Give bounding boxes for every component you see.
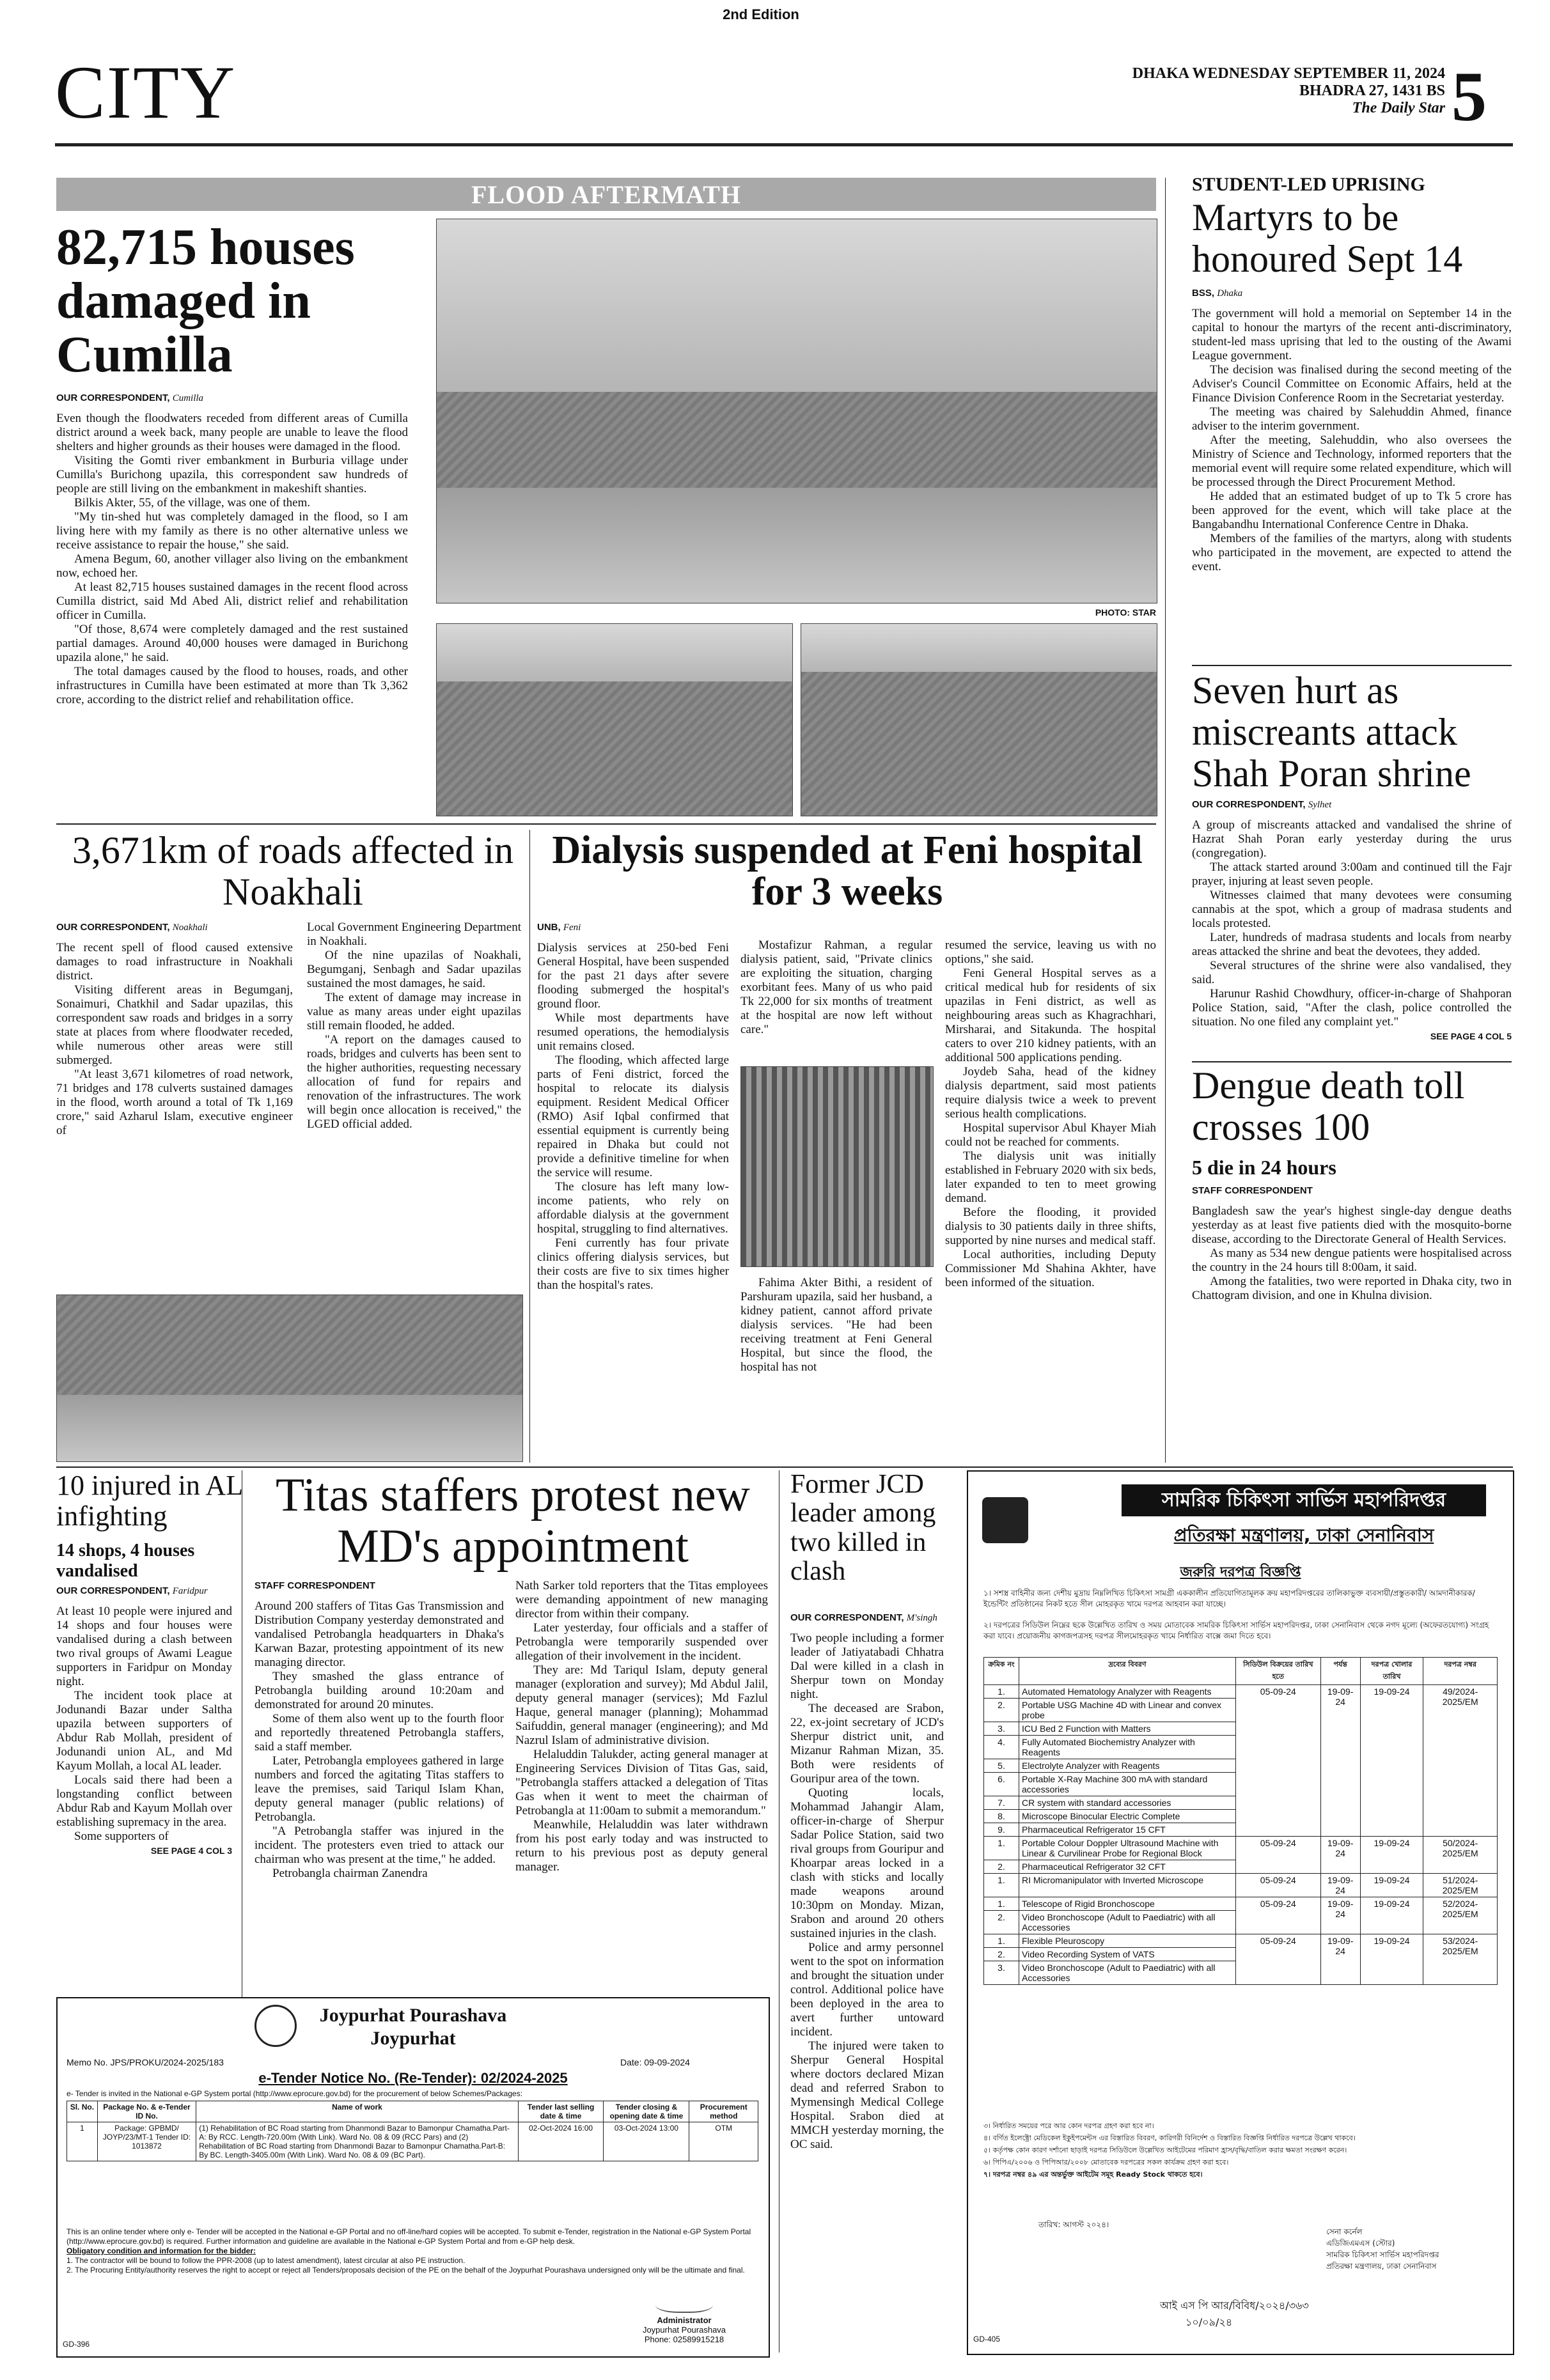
ad2-n4: ৪। বর্ণিত ইলেক্ট্রো মেডিকেল ইকুইপমেন্টস এর বিস্তারিত বিবরণ, কারিগরী বিনির্দেশ ও বিস্তারিত বিজ্ঞপ্তি নির্ধারিত দরপত্রে উল্লেখ থাকবে। bbox=[983, 2134, 1356, 2142]
story6-headline: Former JCD leader among two killed in clash bbox=[790, 1470, 936, 1587]
ad2-table-row bbox=[984, 1837, 1498, 1860]
ad2-tender-no: 49/2024-2025/EM bbox=[1423, 1685, 1498, 1837]
paper-name: The Daily Star bbox=[1352, 100, 1445, 116]
ad2-item-number: 1. bbox=[984, 1897, 1019, 1911]
ad2-tender-no: 51/2024-2025/EM bbox=[1423, 1874, 1498, 1897]
story2-headline: 3,671km of roads affected in Noakhali bbox=[72, 829, 514, 913]
ad2-item-name: Electrolyte Analyzer with Reagents bbox=[1019, 1759, 1236, 1773]
story3-col3 bbox=[945, 938, 1156, 1290]
story2-paragraph: "At least 3,671 kilometres of road network, 71 bridges and 178 culverts sustained damages in the flood, worth around a total of Tk 1,169 crore," said Azharul Islam, executive engineer of bbox=[56, 1068, 293, 1137]
ad1-subtitle: Joypurhat bbox=[370, 2028, 456, 2049]
ad2-open-date: 19-09-24 bbox=[1360, 1685, 1423, 1837]
ad2-code: GD-405 bbox=[973, 2335, 1001, 2344]
ad2-ref-date: ১০/০৯/২৪ bbox=[1186, 2316, 1233, 2328]
ad2-item-number: 4. bbox=[984, 1736, 1019, 1759]
ad2-item-number: 5. bbox=[984, 1759, 1019, 1773]
ad2-table-row bbox=[984, 1685, 1498, 1699]
ad2-n5: ৫। কর্তৃপক্ষ কোন কারণ দর্শানো ছাড়াই দরপত্র সিডিউলে উল্লেখিত আইটেমের পরিমাণ হ্রাস/বৃদ্ধি/বাতিল করার ক্ষমতা সংরক্ষণ করেন। bbox=[983, 2146, 1347, 2154]
side2-paragraph: Witnesses claimed that many devotees were consuming cannabis at the spot, which a group of madrasa students and locals protested. bbox=[1192, 889, 1512, 930]
story5-paragraph: Some of them also went up to the fourth floor and reportedly threatened Petrobangla staffers, said a staff member. bbox=[254, 1712, 504, 1754]
story1-paragraph: Visiting the Gomti river embankment in Burburia village under Cumilla's Burichong upazila, this correspondent saw hundreds of people are still living on the embankment in makeshift shanties. bbox=[56, 454, 408, 495]
ad2-tender-no: 52/2024-2025/EM bbox=[1423, 1897, 1498, 1934]
story6-paragraph: The deceased are Srabon, 22, ex-joint secretary of JCD's Sherpur district unit, and Mizanur Rahman Mizan, 35. Both were residents of Gouripur area of the town. bbox=[790, 1702, 944, 1785]
story6-paragraph: The injured were taken to Sherpur General Hospital where doctors declared Mizan dead and referred Srabon to Mymensingh Medical College Hospital. Srabon died at MMCH yesterday morning, the OC said. bbox=[790, 2039, 944, 2151]
story4-byline: OUR CORRESPONDENT, Faridpur bbox=[56, 1585, 208, 1596]
dateline bbox=[1087, 65, 1445, 117]
story3-paragraph: Mostafizur Rahman, a regular dialysis patient, said, "Private clinics are exploiting the situation, charging exorbitant fees. Many of us who paid Tk 22,000 for six months of treatment at the hospital are now left without care." bbox=[740, 938, 932, 1036]
ad1-foot1: This is an online tender where only e- Tender will be accepted in the National e-GP Portal and no off-line/hard copies will be accepted. To submit e-Tender, registration in the National e-GP System Portal (http://www.eprocure.gov.bd) is required. Further information and guideline are available in the National e-GP System Portal and from e-GP help desk. bbox=[67, 2227, 751, 2246]
ad2-n3: ৩। নির্ধারিত সময়ের পরে আর কোন দরপত্র গ্রহণ করা হবে না। bbox=[983, 2122, 1154, 2130]
joypurhat-tender-ad bbox=[56, 1997, 770, 2358]
ad2-item-name: RI Micromanipulator with Inverted Microscope bbox=[1019, 1874, 1236, 1897]
ad2-item-name: Telescope of Rigid Bronchoscope bbox=[1019, 1897, 1236, 1911]
ad1-header-cell: Tender closing & opening date & time bbox=[604, 2101, 689, 2122]
ad2-title: সামরিক চিকিৎসা সার্ভিস মহাপরিদপ্তর bbox=[1161, 1488, 1446, 1511]
story2-paragraph: "A report on the damages caused to roads, bridges and culverts has been sent to the higher authorities, requesting necessary allocation of fund for repairs and renovation of the infrastructures. The work will begin once allocation is received," the LGED official added. bbox=[307, 1033, 521, 1131]
ad2-item-number: 2. bbox=[984, 1699, 1019, 1722]
ad1-table bbox=[67, 2101, 758, 2161]
ad2-notice: জরুরি দরপত্র বিজ্ঞপ্তি bbox=[1180, 1564, 1301, 1580]
story1-body bbox=[56, 389, 408, 707]
ad1-intro: e- Tender is invited in the National e-GP System portal (http://www.eprocure.gov.bd) for the procurement of below Schemes/Packages: bbox=[67, 2089, 523, 2098]
story2-paragraph: The extent of damage may increase in value as many areas under eight upazilas still remain flooded, he added. bbox=[307, 991, 521, 1032]
ad2-p2: ২। দরপত্রের সিডিউল নিম্নের ছকে উল্লেখিত তারিখ ও সময় মোতাবেক সামরিক চিকিৎসা সার্ভিস মহাপরিদপ্তর, ঢাকা সেনানিবাস থেকে নগদ মূল্যে (অফেরতযোগ্য) সংগ্রহ করা যাবে। প্রয়োজনীয় কাগজপত্রসহ দরপত্র সীলমোহরকৃত খামে নির্ধারিত বাক্সে জমা দিতে হবে। bbox=[983, 1621, 1489, 1640]
story5-col2 bbox=[515, 1579, 768, 1874]
ad1-signer2: Joypurhat Pourashava bbox=[642, 2325, 726, 2335]
side1-body bbox=[1192, 284, 1512, 574]
ad2-item-number: 8. bbox=[984, 1810, 1019, 1823]
story6-paragraph: Quoting locals, Mohammad Jahangir Alam, officer-in-charge of Sherpur Sadar Police Station, said two rival groups from Gouripur and Khoarpar areas locked in a clash with sticks and locally made weapons around 10:30pm on Monday. Mizan, Srabon and around 20 others sustained injuries in the clash. bbox=[790, 1786, 944, 1940]
ad2-open-date: 19-09-24 bbox=[1360, 1874, 1423, 1897]
side3-paragraph: Bangladesh saw the year's highest single-day dengue deaths yesterday as at least five patients died with the mosquito-borne disease, according to the Directorate General of Health Services. bbox=[1192, 1204, 1512, 1246]
story6-body bbox=[790, 1611, 944, 2152]
ad2-item-name: Automated Hematology Analyzer with Reagents bbox=[1019, 1685, 1236, 1699]
ad2-item-name: Flexible Pleuroscopy bbox=[1019, 1934, 1236, 1948]
side1-paragraph: Members of the families of the martyrs, along with students who participated in the movement, are expected to attend the event. bbox=[1192, 532, 1512, 573]
ad2-sale-to: 19-09-24 bbox=[1320, 1837, 1360, 1874]
story1-headline: 82,715 houses damaged in Cumilla bbox=[56, 219, 355, 383]
side3-paragraph: As many as 534 new dengue patients were hospitalised across the country in the 24 hours till 8:00am, it said. bbox=[1192, 1247, 1512, 1274]
story5-paragraph: "A Petrobangla staffer was injured in the incident. The protesters even tried to attack our chairman who was present at the time," he added. bbox=[254, 1824, 504, 1866]
hospital-gate-photo bbox=[740, 1066, 934, 1267]
ad1-signature bbox=[607, 2294, 761, 2344]
ad2-item-number: 3. bbox=[984, 1722, 1019, 1736]
ad1-phone: Phone: 02589915218 bbox=[644, 2335, 724, 2344]
story1-paragraph: At least 82,715 houses sustained damages in the recent flood across Cumilla district, said Md Abed Ali, district relief and rehabilitation officer in Cumilla. bbox=[56, 580, 408, 622]
story5-headline: Titas staffers protest new MD's appointment bbox=[276, 1469, 750, 1573]
ad2-signer2: এডিজিএমএস (স্টোর) bbox=[1326, 2239, 1395, 2248]
story3-paragraph: Feni currently has four private clinics offering dialysis services, but their costs are five to six times higher than the hospital's rates. bbox=[537, 1236, 729, 1292]
ad2-title-box bbox=[1122, 1484, 1486, 1516]
ad1-cell: 1 bbox=[67, 2122, 98, 2161]
story2-paragraph: Visiting different areas in Begumganj, Sonaimuri, Chatkhil and Sadar upazilas, this correspondent saw roads and bridges in a sorry state at places from where floodwater receded, while numerous other areas were still submerged. bbox=[56, 983, 293, 1067]
story3-paragraph: The closure has left many low-income patients, who rely on affordable dialysis at the government hospital, struggling to find alternatives. bbox=[537, 1180, 729, 1236]
ad2-signer3: সামরিক চিকিৎসা সার্ভিস মহাপরিদপ্তর bbox=[1326, 2250, 1439, 2259]
rule-mid-1 bbox=[56, 823, 1156, 825]
ad2-signer: সেনা কর্নেল bbox=[1326, 2227, 1363, 2236]
ad1-foot2: Obligatory condition and information for the bidder: bbox=[67, 2246, 256, 2255]
ad1-cell: (1) Rehabilitation of BC Road starting from Dhanmondi Bazar to Bamonpur Chamatha.Part-A: By RCC. Length-720.00m (With Link). Ward No. 08 & 09 (RCC Pars) and (2) Rehabilitation of BC Road starting from Dhanmondi Bazar to Bamonpur Chamatha.Part-B: By BC. Length-3405.00m (With Link). Ward No. 08 & 09 (BC Part). bbox=[196, 2122, 519, 2161]
ad2-item-name: Video Recording System of VATS bbox=[1019, 1948, 1236, 1961]
side2-paragraph: Harunur Rashid Chowdhury, officer-in-charge of Shahporan Police Station, said, "After the clash, police controlled the situation. No one filed any complaint yet." bbox=[1192, 987, 1512, 1029]
story4-paragraph: The incident took place at Jodunandi Bazar under Saltha upazila between supporters of Abdur Rab Mollah, president of Jodunandi union AL, and Md Kayum Mollah, a local AL leader. bbox=[56, 1689, 232, 1773]
ad2-tender-no: 53/2024-2025/EM bbox=[1423, 1934, 1498, 1985]
ad1-footnotes bbox=[67, 2227, 758, 2275]
story1-paragraph: The total damages caused by the flood to houses, roads, and other infrastructures in Cumilla have been estimated at more than Tk 3,362 crore, according to the district relief and rehabilitation office. bbox=[56, 665, 408, 706]
story3-paragraph: The flooding, which affected large parts of Feni district, forced the hospital to relocate its dialysis equipment. Resident Medical Officer (RMO) Asif Iqbal confirmed that essential equipment is currently being repaired in Dhaka but could not provide a definitive timeline for when the service will resume. bbox=[537, 1054, 729, 1179]
story5-paragraph: Petrobangla chairman Zanendra bbox=[272, 1867, 428, 1880]
story5-paragraph: Nath Sarker told reporters that the Titas employees were demanding appointment of new managing director from within their company. bbox=[515, 1579, 768, 1621]
ad1-header-cell: Name of work bbox=[196, 2101, 519, 2122]
signature-scribble bbox=[655, 2294, 713, 2313]
rule-side-2 bbox=[1192, 1061, 1512, 1062]
story3-paragraph: Feni General Hospital serves as a critical medical hub for residents of six upazilas in Feni district, as well as neighbouring areas such as Khagrachhari, Mirsharai, and Sitakunda. The hospital caters to over 210 kidney patients, with an additional 500 applications pending. bbox=[945, 967, 1156, 1064]
story3-col2b bbox=[740, 1276, 932, 1374]
damaged-house-photo bbox=[436, 623, 793, 816]
ad2-sale-from: 05-09-24 bbox=[1236, 1897, 1321, 1934]
side2-see-page: SEE PAGE 4 COL 5 bbox=[1430, 1031, 1512, 1041]
ad2-header-cell: দ্রব্যের বিবরণ bbox=[1019, 1658, 1236, 1685]
ad2-open-date: 19-09-24 bbox=[1360, 1897, 1423, 1934]
story1-paragraph: "Of those, 8,674 were completely damaged and the rest sustained partial damages. Around 40,000 houses were damaged in Burichong upazila alone," he said. bbox=[56, 623, 408, 664]
ad2-open-date: 19-09-24 bbox=[1360, 1934, 1423, 1985]
ad2-item-number: 3. bbox=[984, 1961, 1019, 1985]
ad1-foot3: 1. The contractor will be bound to follow the PPR-2008 (up to latest amendment), latest circular at also PE instruction. bbox=[67, 2256, 466, 2265]
story4-paragraph: At least 10 people were injured and 14 shops and four houses were vandalised during a clash between two rival groups of Awami League supporters in Faridpur on Monday night. bbox=[56, 1605, 232, 1688]
ad2-item-number: 9. bbox=[984, 1823, 1019, 1837]
ad2-item-number: 1. bbox=[984, 1934, 1019, 1948]
story4-body bbox=[56, 1584, 232, 1858]
ad2-sale-from: 05-09-24 bbox=[1236, 1934, 1321, 1985]
story4-see-page: SEE PAGE 4 COL 3 bbox=[150, 1846, 232, 1856]
ad2-item-number: 7. bbox=[984, 1796, 1019, 1810]
story6-paragraph: Two people including a former leader of Jatiyatabadi Chhatra Dal were killed in a clash in Sherpur town on Monday night. bbox=[790, 1631, 944, 1701]
col-divider-1 bbox=[529, 830, 530, 1463]
story6-paragraph: Police and army personnel went to the spot on information and brought the situation under control. Additional police have been deployed in the area to avert further untoward incident. bbox=[790, 1941, 944, 2039]
side2-paragraph: A group of miscreants attacked and vandalised the shrine of Hazrat Shah Poran early yesterday during the urus (congregation). bbox=[1192, 818, 1512, 860]
ad1-title: Joypurhat Pourashava bbox=[319, 2005, 507, 2026]
side3-body bbox=[1192, 1181, 1512, 1303]
ad2-p1: ১। সশস্ত্র বাহিনীর জন্য দেশীয় মুদ্রায় নিম্নলিখিত চিকিৎসা সামগ্রী এককালীন প্রতিযোগিতামূলক ক্রয় মহাপরিদপ্তরের তালিকাভুক্ত ব্যবসায়ী/প্রস্তুতকারী/ আমদানীকারক/ইন্ডেন্টিং প্রতিষ্ঠানের নিকট হতে সীল মোহরকৃত খামে দরপত্র আহবান করা যাচ্ছে। bbox=[983, 1589, 1475, 1608]
ad2-header-cell: দরপত্র খোলার তারিখ bbox=[1360, 1658, 1423, 1685]
ad2-item-number: 1. bbox=[984, 1874, 1019, 1897]
ad2-item-number: 2. bbox=[984, 1911, 1019, 1934]
story1-paragraph: Bilkis Akter, 55, of the village, was one of them. bbox=[74, 496, 311, 509]
ad2-item-name: Microscope Binocular Electric Complete bbox=[1019, 1810, 1236, 1823]
ad2-sale-to: 19-09-24 bbox=[1320, 1685, 1360, 1837]
ad2-table-row bbox=[984, 1897, 1498, 1911]
edition-label: 2nd Edition bbox=[723, 6, 799, 22]
ad2-date: তারিখ: আগস্ট ২০২৪। bbox=[1038, 2220, 1109, 2229]
bangla-date-text: BHADRA 27, 1431 BS bbox=[1299, 82, 1445, 99]
rule-side-1 bbox=[1192, 665, 1512, 666]
ad1-cell: Package: GPBMD/ JOYP/23/MT-1 Tender ID: 1013872 bbox=[97, 2122, 196, 2161]
ad2-notes bbox=[983, 2120, 1498, 2181]
ad1-date: Date: 09-09-2024 bbox=[620, 2057, 690, 2067]
story5-paragraph: Around 200 staffers of Titas Gas Transmission and Distribution Company yesterday demonstrated and vandalised Petrobangla headquarters in Dhaka's Karwan Bazar, protesting appointment of its new managing director. bbox=[254, 1599, 504, 1669]
story4-subhead: 14 shops, 4 houses vandalised bbox=[56, 1541, 195, 1581]
photo-credit: PHOTO: STAR bbox=[1095, 607, 1156, 618]
story5-col1 bbox=[254, 1579, 504, 1881]
side1-byline: BSS, Dhaka bbox=[1192, 288, 1243, 299]
ad1-cell: OTM bbox=[689, 2122, 758, 2161]
ad2-header-cell: পর্যন্ত bbox=[1320, 1658, 1360, 1685]
story2-byline: OUR CORRESPONDENT, Noakhali bbox=[56, 922, 208, 933]
side2-headline: Seven hurt as miscreants attack Shah Poran shrine bbox=[1192, 669, 1471, 795]
ad1-notice: e-Tender Notice No. (Re-Tender): 02/2024-2025 bbox=[258, 2070, 568, 2086]
section-title: CITY bbox=[55, 51, 237, 134]
ad2-sale-to: 19-09-24 bbox=[1320, 1934, 1360, 1985]
ad2-open-date: 19-09-24 bbox=[1360, 1837, 1423, 1874]
ad2-item-name: CR system with standard accessories bbox=[1019, 1796, 1236, 1810]
story2-col1 bbox=[56, 921, 293, 1138]
story3-byline: UNB, Feni bbox=[537, 922, 581, 933]
side3-headline: Dengue death toll crosses 100 bbox=[1192, 1064, 1465, 1148]
ad2-signature bbox=[1326, 2226, 1499, 2272]
ad2-item-name: Portable Colour Doppler Ultrasound Machine with Linear & Curvilinear Probe for Regional Block bbox=[1019, 1837, 1236, 1860]
story3-paragraph: The dialysis unit was initially established in February 2020 with six beds, later expanded to ten to meet growing demand. bbox=[945, 1149, 1156, 1205]
rule-bottom-top bbox=[56, 1466, 1513, 1468]
ad2-header-cell: সিডিউল বিক্রয়ের তারিখ হতে bbox=[1236, 1658, 1321, 1685]
side3-byline: STAFF CORRESPONDENT bbox=[1192, 1185, 1313, 1196]
date-text: DHAKA WEDNESDAY SEPTEMBER 11, 2024 bbox=[1132, 65, 1445, 82]
story6-byline: OUR CORRESPONDENT, M'singh bbox=[790, 1612, 937, 1623]
ad2-item-number: 6. bbox=[984, 1773, 1019, 1796]
ad2-sale-from: 05-09-24 bbox=[1236, 1837, 1321, 1874]
side1-kicker: STUDENT-LED UPRISING bbox=[1192, 174, 1425, 195]
ad1-header-cell: Package No. & e-Tender ID No. bbox=[97, 2101, 196, 2122]
ad2-subtitle: প্রতিরক্ষা মন্ত্রণালয়, ঢাকা সেনানিবাস bbox=[1173, 1525, 1434, 1546]
story5-paragraph: They are: Md Tariqul Islam, deputy general manager (exploration and survey); Md Abdul Jalil, deputy general manager (services); Md Fazlul Haque, general manager (planning); Mohammad Saifuddin, general manager (engineering); and Md Nazrul Islam of administrative division. bbox=[515, 1663, 768, 1747]
story5-paragraph: Helaluddin Talukder, acting general manager at Engineering Services Division of Titas Gas, said, "Petrobangla staffers attacked a delegation of Titas Gas when it went to meet the chairman of Petrobangla at 11:00am to submit a memorandum." bbox=[515, 1748, 768, 1817]
side1-headline: Martyrs to be honoured Sept 14 bbox=[1192, 196, 1463, 280]
ad2-item-name: Fully Automated Biochemistry Analyzer with Reagents bbox=[1019, 1736, 1236, 1759]
ad1-header-cell: Procurement method bbox=[689, 2101, 758, 2122]
side3-paragraph: Among the fatalities, two were reported in Dhaka city, two in Chattogram division, and one in Khulna division. bbox=[1192, 1275, 1512, 1302]
story2-col2 bbox=[307, 921, 521, 1132]
story5-paragraph: Meanwhile, Helaluddin was later withdrawn from his post early today and was instructed to return to his previous post as deputy general manager. bbox=[515, 1818, 768, 1874]
side1-paragraph: The meeting was chaired by Salehuddin Ahmed, finance adviser to the interim government. bbox=[1192, 405, 1512, 433]
ad2-item-number: 2. bbox=[984, 1860, 1019, 1874]
ad2-ref: আই এস পি আর/বিবিধ/২০২৪/৩৬৩ bbox=[1160, 2299, 1309, 2312]
ad2-n7: ৭। দরপত্র নম্বর ৪৯ এর অন্তর্ভুক্ত আইটেম সমূহ Ready Stock থাকতে হবে। bbox=[983, 2170, 1203, 2179]
side1-paragraph: The government will hold a memorial on September 14 in the capital to honour the martyrs of the recent anti-discriminatory, student-led mass uprising that led to the ousting of the Awami League government. bbox=[1192, 307, 1512, 362]
story1-paragraph: Amena Begum, 60, another villager also living on the embankment now, echoed her. bbox=[56, 552, 408, 580]
ad2-signer4: প্রতিরক্ষা মন্ত্রণালয়, ঢাকা সেনানিবাস bbox=[1326, 2262, 1437, 2271]
ad2-header-cell: ক্রমিক নং bbox=[984, 1658, 1019, 1685]
story2-paragraph: Of the nine upazilas of Noakhali, Begumganj, Senbagh and Sadar upazilas sustained the most damages, he said. bbox=[307, 949, 521, 990]
ad2-header-cell: দরপত্র নম্বর bbox=[1423, 1658, 1498, 1685]
side3-subhead: 5 die in 24 hours bbox=[1192, 1156, 1336, 1179]
story2-paragraph: Local Government Engineering Department in Noakhali. bbox=[307, 921, 522, 948]
story3-paragraph: Local authorities, including Deputy Commissioner Md Shahina Akhter, have been informed of the situation. bbox=[945, 1248, 1156, 1289]
ad2-item-name: Video Bronchoscope (Adult to Paediatric) with all Accessories bbox=[1019, 1911, 1236, 1934]
story4-paragraph: Some supporters of bbox=[74, 1830, 169, 1843]
side1-paragraph: He added that an estimated budget of up to Tk 5 crore has been approved for the event, which will take place at the Bangabandhu International Conference Centre in Dhaka. bbox=[1192, 490, 1512, 531]
story3-paragraph: Fahima Akter Bithi, a resident of Parshuram upazila, said her husband, a kidney patient, cannot afford private dialysis services. "He had been receiving treatment at Feni General Hospital, but since the flood, the hospital has not bbox=[740, 1276, 932, 1374]
side2-body bbox=[1192, 795, 1512, 1043]
story2-paragraph: The recent spell of flood caused extensive damages to road infrastructure in Noakhali district. bbox=[56, 941, 293, 983]
story1-paragraph: "My tin-shed hut was completely damaged in the flood, so I am living here with my family as there is no other alternative unless we receive assistance to repair the house," she said. bbox=[56, 510, 408, 552]
shanties-photo bbox=[801, 623, 1157, 816]
sidebar-divider bbox=[1165, 178, 1166, 1463]
ad1-memo: Memo No. JPS/PROKU/2024-2025/183 bbox=[67, 2057, 224, 2067]
ad1-cell: 03-Oct-2024 13:00 bbox=[604, 2122, 689, 2161]
story3-col2a bbox=[740, 938, 932, 1037]
ad2-table-row bbox=[984, 1874, 1498, 1897]
page-number: 5 bbox=[1452, 58, 1487, 136]
cmh-tender-ad bbox=[967, 1470, 1514, 2355]
story5-paragraph: Later yesterday, four officials and a staffer of Petrobangla were temporarily suspended over allegation of their involvement in the incident. bbox=[515, 1621, 768, 1663]
ad2-sale-to: 19-09-24 bbox=[1320, 1874, 1360, 1897]
flood-main-photo bbox=[436, 219, 1157, 603]
ad2-item-name: Portable USG Machine 4D with Linear and convex probe bbox=[1019, 1699, 1236, 1722]
story3-paragraph: Dialysis services at 250-bed Feni General Hospital, have been suspended for the past 21 days after severe flooding submerged the hospital's ground floor. bbox=[537, 941, 729, 1011]
ad2-sale-to: 19-09-24 bbox=[1320, 1897, 1360, 1934]
story3-headline: Dialysis suspended at Feni hospital for 3 weeks bbox=[552, 828, 1143, 914]
ad2-item-name: Portable X-Ray Machine 300 mA with standard accessories bbox=[1019, 1773, 1236, 1796]
ad2-item-name: Pharmaceutical Refrigerator 32 CFT bbox=[1019, 1860, 1236, 1874]
story3-paragraph: Joydeb Saha, head of the kidney dialysis department, said most patients require dialysis twice a week to prevent serious health complications. bbox=[945, 1065, 1156, 1121]
ad1-cell: 02-Oct-2024 16:00 bbox=[518, 2122, 604, 2161]
side1-paragraph: After the meeting, Salehuddin, who also oversees the Ministry of Science and Technology, informed reporters that the memorial event will require some related expenditure, which will be processed through the Direct Procurement Method. bbox=[1192, 433, 1512, 489]
story4-headline: 10 injured in AL infighting bbox=[56, 1470, 242, 1532]
damaged-road-photo bbox=[56, 1295, 523, 1462]
side1-paragraph: The decision was finalised during the second meeting of the Adviser's Council Committee on Economic Affairs, held at the Finance Division Conference Room in the Secretariat yesterday. bbox=[1192, 363, 1512, 405]
side2-paragraph: Later, hundreds of madrasa students and locals from nearby areas attacked the shrine and beat the devotees, they added. bbox=[1192, 931, 1512, 958]
ad2-item-name: Pharmaceutical Refrigerator 15 CFT bbox=[1019, 1823, 1236, 1837]
story1-paragraph: Even though the floodwaters receded from different areas of Cumilla district around a week back, many people are unable to leave the flood shelters and higher grounds as their houses were damaged in the flood. bbox=[56, 412, 408, 453]
ad2-item-number: 2. bbox=[984, 1948, 1019, 1961]
side2-paragraph: Several structures of the shrine were also vandalised, they said. bbox=[1192, 959, 1512, 986]
story5-paragraph: Later, Petrobangla employees gathered in large numbers and forced the agitating Titas staffers to leave the premises, said Tariqul Islam Khan, deputy general manager (public relations) of Petrobangla. bbox=[254, 1754, 504, 1824]
ad1-foot4: 2. The Procuring Entity/authority reserves the right to accept or reject all Tenders/proposals decision of the PE on the behalf of the Joypurhat Pourashava undersigned only will be the ultimate and final. bbox=[67, 2266, 745, 2275]
ad2-emblem-icon bbox=[982, 1497, 1028, 1543]
ad2-item-number: 1. bbox=[984, 1837, 1019, 1860]
ad1-code: GD-396 bbox=[63, 2340, 90, 2349]
ad2-sale-from: 05-09-24 bbox=[1236, 1685, 1321, 1837]
banner-label: FLOOD AFTERMATH bbox=[471, 180, 742, 209]
flood-aftermath-banner bbox=[56, 178, 1156, 211]
ad2-item-number: 1. bbox=[984, 1685, 1019, 1699]
story1-byline: OUR CORRESPONDENT, Cumilla bbox=[56, 393, 204, 403]
story5-paragraph: They smashed the glass entrance of Petrobangla building around 10:20am and demonstrated for around 20 minutes. bbox=[254, 1670, 504, 1711]
ad1-header-cell: Sl. No. bbox=[67, 2101, 98, 2122]
ad2-item-name: ICU Bed 2 Function with Matters bbox=[1019, 1722, 1236, 1736]
story3-col1 bbox=[537, 921, 729, 1293]
story3-paragraph: While most departments have resumed operations, the hemodialysis unit remains closed. bbox=[537, 1011, 729, 1053]
ad2-sale-from: 05-09-24 bbox=[1236, 1874, 1321, 1897]
story5-byline: STAFF CORRESPONDENT bbox=[254, 1580, 375, 1591]
masthead-rule bbox=[55, 143, 1513, 146]
ad2-table bbox=[983, 1657, 1498, 1985]
ad2-item-name: Video Bronchoscope (Adult to Paediatric) with all Accessories bbox=[1019, 1961, 1236, 1985]
ad1-header-cell: Tender last selling date & time bbox=[518, 2101, 604, 2122]
story4-paragraph: Locals said there had been a longstanding conflict between Abdur Rab and Kayum Mollah over establishing supremacy in the area. bbox=[56, 1773, 232, 1829]
side2-byline: OUR CORRESPONDENT, Sylhet bbox=[1192, 799, 1332, 810]
story3-paragraph: resumed the service, leaving us with no options," she said. bbox=[945, 938, 1156, 966]
ad2-tender-no: 50/2024-2025/EM bbox=[1423, 1837, 1498, 1874]
ad1-signer: Administrator bbox=[657, 2315, 712, 2325]
ad2-table-row bbox=[984, 1934, 1498, 1948]
side2-paragraph: The attack started around 3:00am and continued till the Fajr prayer, injuring at least seven people. bbox=[1192, 860, 1512, 888]
ad2-n6: ৬। পিপিএ/২০০৬ ও পিপিআর/২০০৮ মোতাবেক দরপত্রের সকল কার্যক্রম গ্রহণ করা হবে। bbox=[983, 2158, 1229, 2166]
story3-paragraph: Before the flooding, it provided dialysis to 30 patients daily in three shifts, supported by nine nurses and medical staff. bbox=[945, 1206, 1156, 1247]
story3-paragraph: Hospital supervisor Abul Khayer Miah could not be reached for comments. bbox=[945, 1121, 1156, 1149]
